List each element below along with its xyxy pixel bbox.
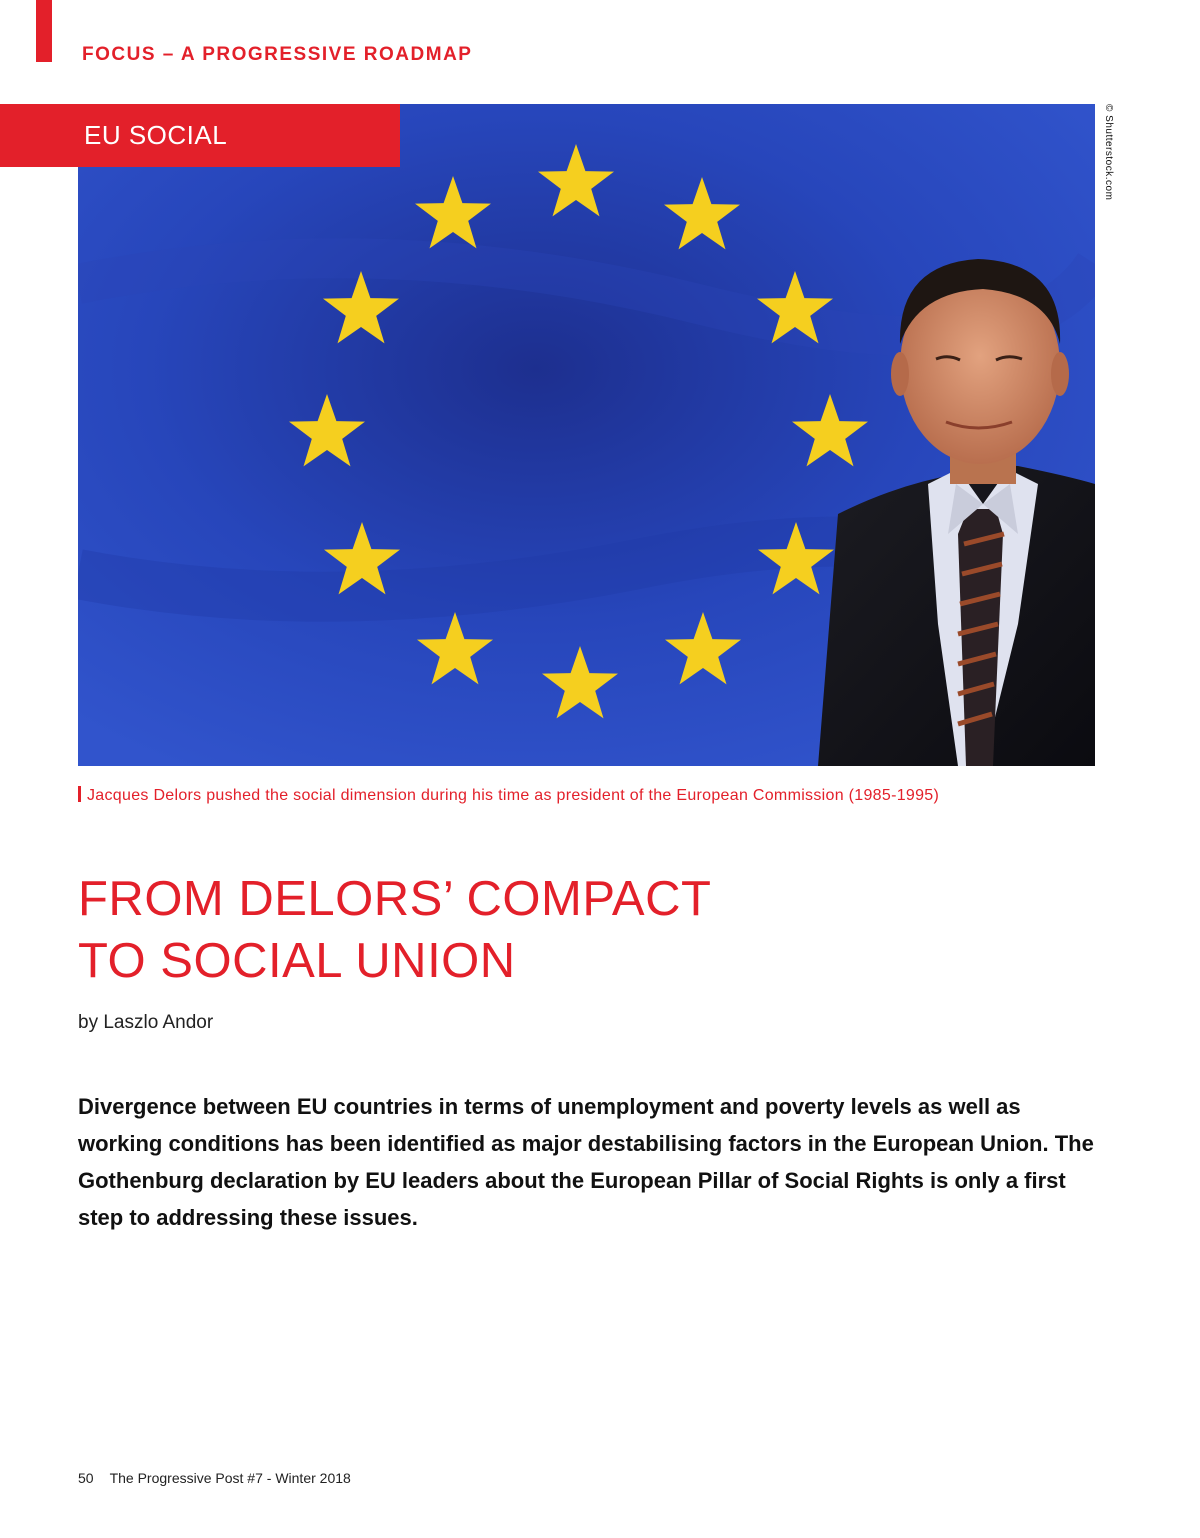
flag-photo-illustration [78,104,1095,766]
article-title [78,868,711,992]
section-tag: EU SOCIAL [0,104,400,167]
publication-name: The Progressive Post #7 - Winter 2018 [109,1470,351,1486]
accent-bar [36,0,52,62]
page-footer [78,1470,351,1486]
cover-photo [78,104,1095,766]
article-lede: Divergence between EU countries in terms of unemployment and poverty levels as well as working conditions has been identified as major destabilising factors in the European Union. The Gothenburg declaration by EU leaders about the European Pillar of Social Rights is only a first step to addressing these issues. [78,1094,1094,1230]
photo-caption [78,786,939,805]
article-title-line2: TO SOCIAL UNION [78,934,516,988]
caption-bar [78,786,81,802]
page-number: 50 [78,1470,94,1486]
photo-credit: © Shutterstock.com [1103,104,1114,201]
photo-credit-wrapper [1100,104,1116,204]
article-title-line1: FROM DELORS’ COMPACT [78,872,712,926]
photo-caption-text: Jacques Delors pushed the social dimension during his time as president of the European Commission (1985-1995) [87,787,940,804]
byline: by Laszlo Andor [78,1012,214,1033]
series-kicker: FOCUS – A PROGRESSIVE ROADMAP [82,44,473,65]
